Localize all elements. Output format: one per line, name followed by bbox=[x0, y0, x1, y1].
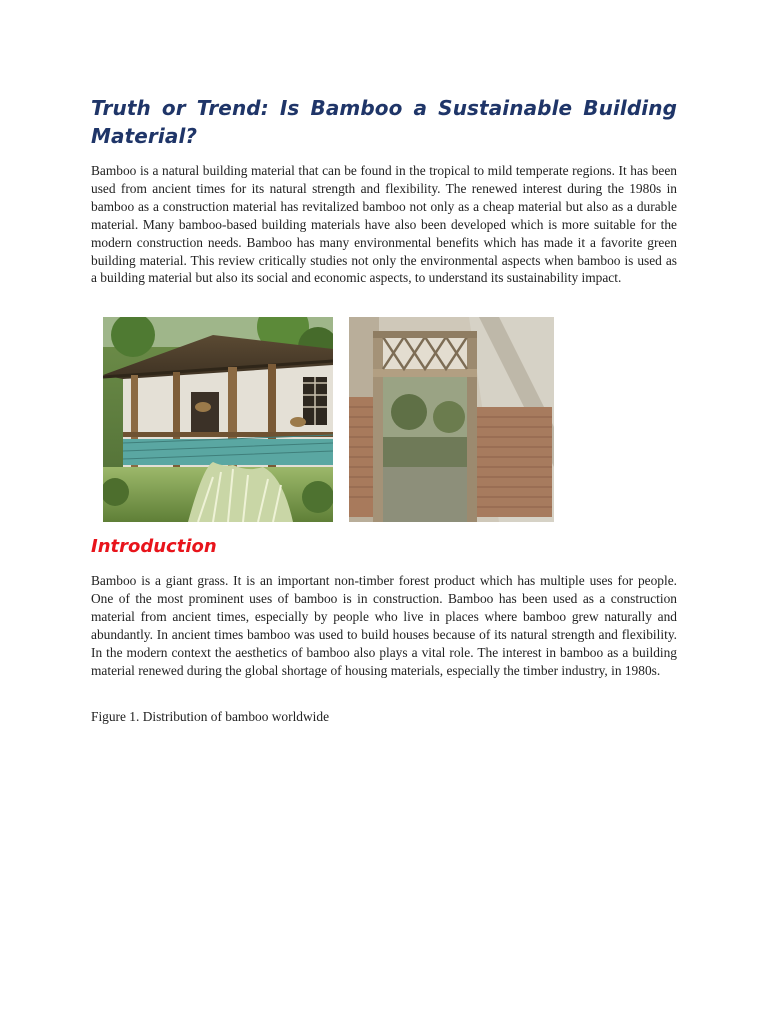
figure-caption: Figure 1. Distribution of bamboo worldwide bbox=[91, 709, 330, 724]
bamboo-doorframe-photo bbox=[349, 317, 554, 522]
photo-row bbox=[103, 317, 553, 522]
bamboo-house-photo bbox=[103, 317, 333, 522]
introduction-paragraph: Bamboo is a giant grass. It is an important non-timber forest product which has multiple uses for people. One of the most prominent uses of bamboo is in construction. Bamboo has been used as a construction material from ancient times, especially by people who live in places where bamboo grew naturally and abundantly. In ancient times bamboo was used to build houses because of its natural strength and flexibility. In the modern context the aesthetics of bamboo also plays a vital role. The interest in bamboo as a building material renewed during the global shortage of housing materials, especially the timber industry, in 1980s. bbox=[91, 573, 677, 678]
document-title: Truth or Trend: Is Bamboo a Sustainable Building Material? bbox=[91, 96, 677, 148]
introduction-heading: Introduction bbox=[91, 536, 217, 557]
abstract-paragraph: Bamboo is a natural building material that can be found in the tropical to mild temperate regions. It has been used from ancient times for its natural strength and flexibility. The renewed interest during the 1980s in bamboo as a construction material has revitalized bamboo not only as a cheap material but also as a durable material. Many bamboo-based building materials have also been developed which is more suitable for the modern construction needs. Bamboo has many environmental benefits which has made it a favorite green building material. This review critically studies not only the environmental aspects when bamboo is used as a building material but also its social and economic aspects, to understand its sustainability impact. bbox=[91, 163, 677, 286]
